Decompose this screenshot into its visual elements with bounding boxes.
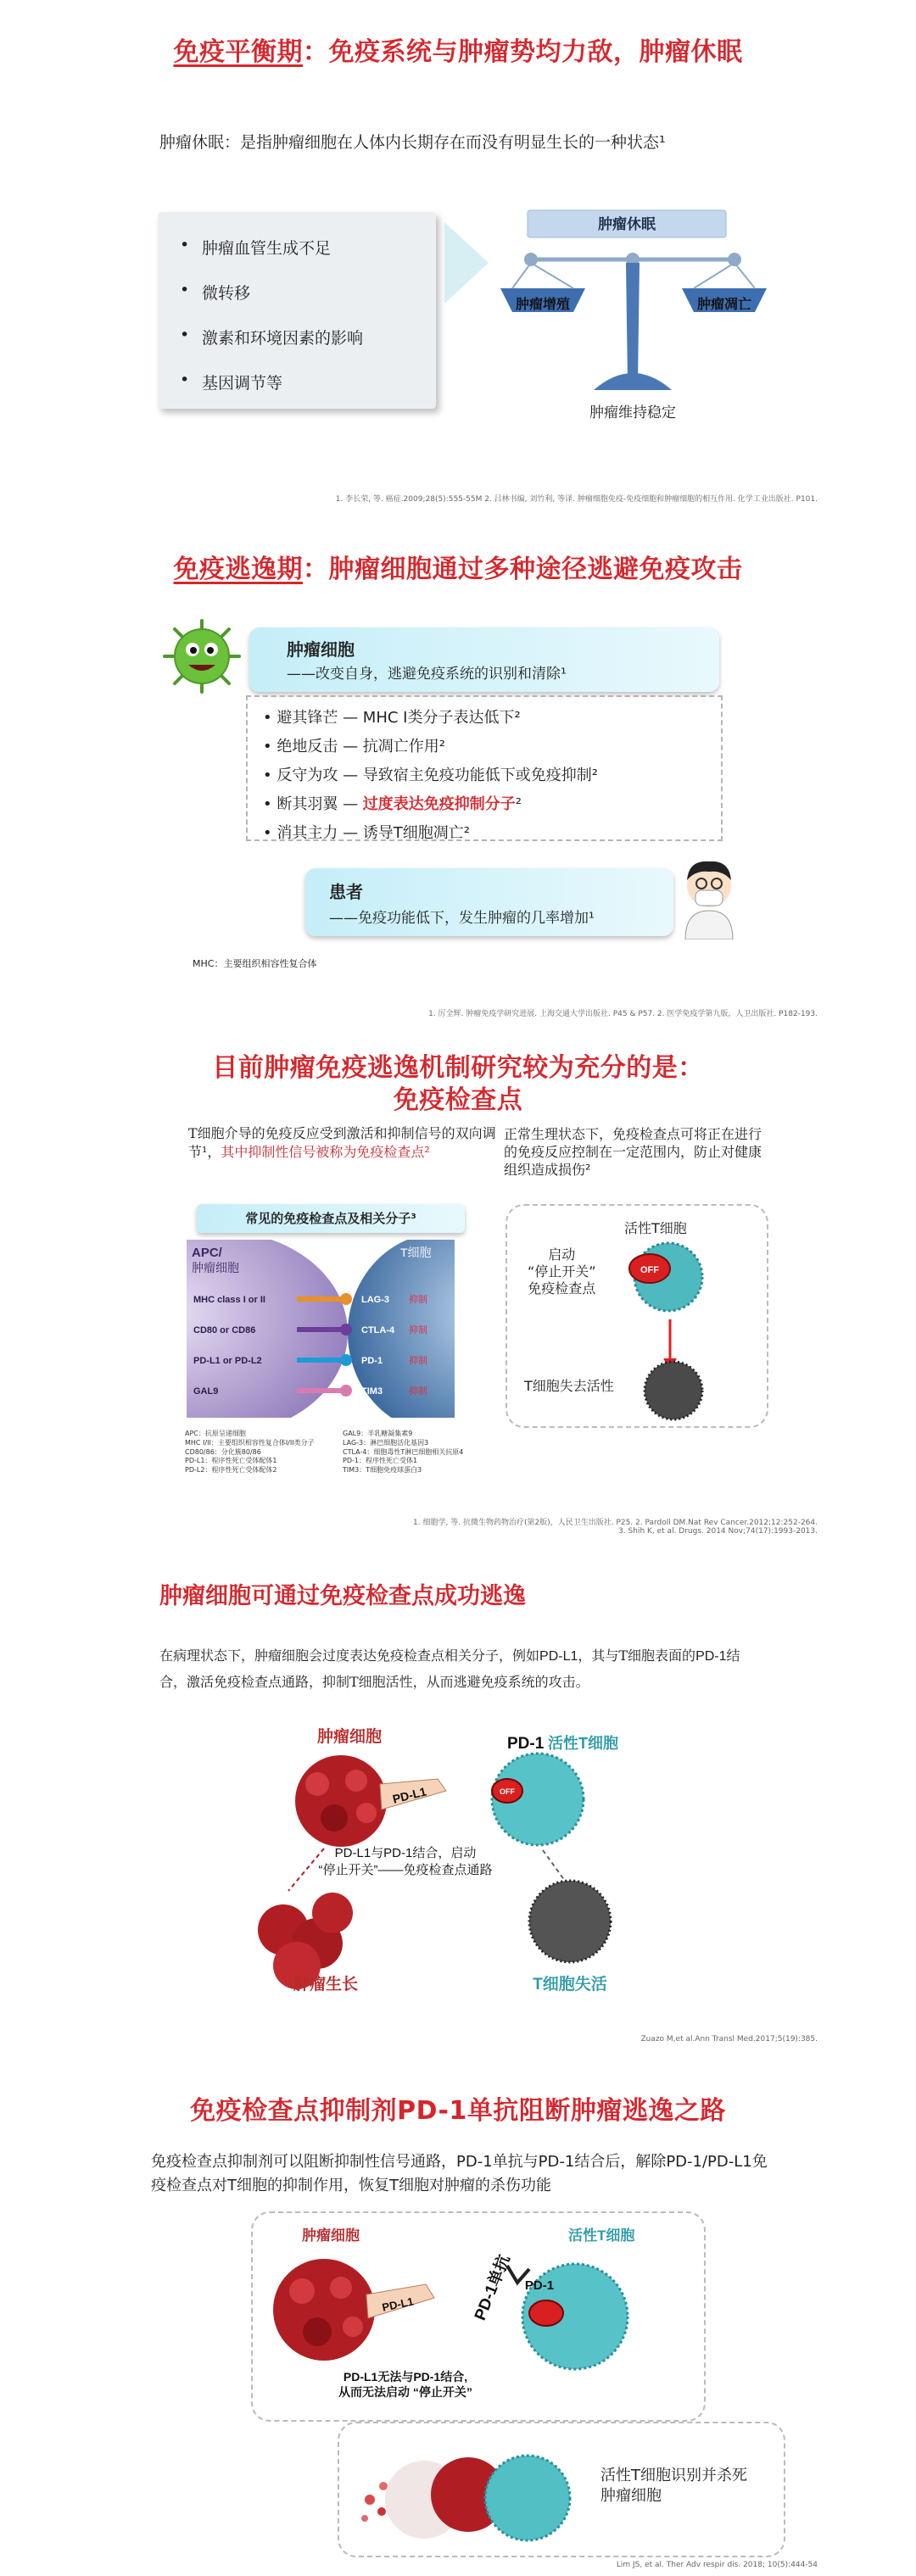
dormancy-definition: 肿瘤休眠：是指肿瘤细胞在人体内长期存在而没有明显生长的一种状态¹: [159, 133, 666, 152]
dormancy-causes-list: [180, 236, 436, 393]
ligand-label: CD80 or CD86: [193, 1325, 256, 1335]
scale-right-label: 肿瘤凋亡: [696, 298, 752, 312]
patient-box: [305, 868, 673, 936]
section4-title: 肿瘤细胞可通过免疫检查点成功逃逸: [159, 1583, 526, 1609]
legend-line: PD-L2：程序性死亡受体配体2: [185, 1466, 277, 1475]
tumor-cell-label: 肿瘤细胞: [316, 1728, 383, 1746]
section5-title: 免疫检查点抑制剂PD-1单抗阻断肿瘤逃逸之路: [190, 2096, 726, 2126]
molecules-title-box: [197, 1204, 465, 1233]
off-button-label: OFF: [640, 1265, 659, 1275]
escape-mechanism-item: • 断其羽翼 — 过度表达免疫抑制分子²: [263, 795, 522, 813]
receptor-knob: [340, 1293, 352, 1305]
antibody-blocking-card: [251, 2211, 706, 2422]
apc-label-line2: 肿瘤细胞: [192, 1261, 239, 1274]
pd1-label: PD-1: [507, 1735, 545, 1753]
receptor-label: TIM3: [361, 1386, 383, 1397]
legend-right: [343, 1430, 504, 1475]
tumor-cell-heading: 肿瘤细胞: [287, 639, 355, 660]
off-badge: OFF: [500, 1787, 515, 1796]
tumor-cell-label: 肿瘤细胞: [302, 2228, 360, 2244]
legend-line: APC：抗原呈递细胞: [185, 1430, 246, 1437]
section3-title-line1: 目前肿瘤免疫逃逸机制研究较为充分的是：: [212, 1053, 704, 1083]
checkpoint-normal-role: 正常生理状态下，免疫检查点可将正在进行的免疫反应控制在一定范围内，防止对健康组织造成损伤²: [504, 1126, 762, 1178]
molecules-title: 常见的免疫检查点及相关分子³: [245, 1211, 416, 1226]
binding-caption-line1: PD-L1与PD-1结合，启动: [334, 1846, 477, 1860]
escape-mechanism-item: • 反守为攻 — 导致宿主免疫功能低下或免疫抑制²: [263, 767, 599, 784]
receptor-label: PD-1: [361, 1356, 383, 1366]
binding-caption-line2: “停止开关”——免疫检查点通路: [318, 1863, 493, 1877]
legend-line: CD80/86：分化簇80/86: [185, 1447, 261, 1456]
active-tcell-label: 活性T细胞: [568, 2228, 635, 2244]
legend-line: MHC I/II：主要组织相容性复合体I/II类分子: [185, 1438, 315, 1447]
blocking-caption-line2: 从而无法启动 “停止开关”: [338, 2385, 472, 2399]
scale-top-label: 肿瘤休眠: [598, 216, 656, 232]
virus-mascot-icon: [159, 617, 244, 695]
legend-left: [185, 1430, 343, 1475]
tumor-kill-card: [338, 2422, 785, 2557]
pd1-label: PD-1: [524, 2278, 555, 2293]
dormancy-causes-box: [158, 212, 436, 409]
legend-line: TIM3：T细胞免疫球蛋白3: [343, 1466, 422, 1475]
antibody-label: PD-1单抗: [471, 2252, 514, 2323]
dormancy-cause-item: • 肿瘤血管生成不足: [180, 236, 332, 258]
mhc-footnote: MHC：主要组织相容性复合体: [193, 958, 317, 969]
inhibit-label: 抑制: [409, 1356, 427, 1366]
inactive-tcell-label: T细胞失去活性: [524, 1378, 614, 1394]
receptor-knob: [340, 1324, 352, 1335]
legend-line: PD-L1：程序性死亡受体配体1: [185, 1457, 277, 1465]
ligand-label: GAL9: [193, 1386, 219, 1397]
patient-heading: 患者: [329, 882, 363, 902]
section3-reference-2: 3. Shih K, et al. Drugs. 2014 Nov;74(17):1993-2013.: [618, 1527, 818, 1536]
tumor-growth-label: 肿瘤生长: [293, 1976, 359, 1993]
legend-line: GAL9：半乳糖凝集素9: [343, 1430, 413, 1437]
inhibit-label: 抑制: [409, 1325, 427, 1335]
balance-scale-illustration: [500, 207, 806, 436]
receptor-knob: [340, 1385, 352, 1397]
escape-mechanism-item: • 消其主力 — 诱导T细胞凋亡²: [263, 824, 470, 842]
section1-references: 1. 李长荣, 等. 癌症.2009;28(5):555-55M 2. 吕林书编, 刘竹利, 等译. 肿瘤细胞免疫-免疫细胞和肿瘤细胞的相互作用. 化学工业出版社. P101.: [335, 495, 818, 504]
escape-mechanisms-list: [263, 705, 721, 843]
inhibit-label: 抑制: [409, 1295, 427, 1305]
checkpoint-intro: T细胞介导的免疫反应受到激活和抑制信号的双向调节¹，其中抑制性信号被称为免疫检查点²: [188, 1125, 496, 1161]
escape-mechanisms-box: [246, 695, 723, 841]
pdl1-label: PD-L1: [381, 2294, 415, 2314]
start-switch-label: 启动 “停止开关” 免疫检查点: [528, 1246, 596, 1296]
patient-subtitle: ——免疫功能低下，发生肿瘤的几率增加¹: [329, 910, 595, 927]
escape-mechanism-item: • 绝地反击 — 抗凋亡作用²: [263, 738, 446, 756]
active-tcell-label: 活性T细胞: [548, 1735, 618, 1752]
legend-line: PD-1：程序性死亡受体1: [343, 1457, 418, 1465]
scale-caption: 肿瘤维持稳定: [589, 404, 676, 421]
arrow-shape: [444, 222, 489, 304]
section5-reference: Lim JS, et al. Ther Adv respir dis. 2018; 10(5):444-54: [616, 2561, 818, 2569]
active-tcell-label: 活性T细胞: [624, 1220, 687, 1236]
section1-title: 免疫平衡期：免疫系统与肿瘤势均力敌，肿瘤休眠: [173, 37, 743, 67]
blocking-caption-line1: PD-L1无法与PD-1结合,: [343, 2370, 468, 2384]
checkpoint-off-card: [505, 1204, 768, 1428]
tcell-label: T细胞: [400, 1246, 432, 1259]
tumor-cell-header-box: [249, 627, 719, 692]
legend-line: LAG-3：淋巴细胞活化基因3: [343, 1438, 429, 1447]
tumor-cell-subtitle: ——改变自身，逃避免疫系统的识别和清除¹: [287, 666, 567, 683]
patient-figure-icon: [679, 855, 740, 940]
section3-reference-1: 1. 细胞学, 等. 抗微生物药物治疗(第2版)，人民卫生出版社. P25. 2. Pardoll DM.Nat Rev Cancer.2012;12:252-264.: [413, 1519, 818, 1527]
inactive-tcell-label: T细胞失活: [533, 1976, 607, 1993]
escape-mechanism-item: • 避其锋芒 — MHC I类分子表达低下²: [263, 709, 521, 727]
section2-title: 免疫逃逸期：肿瘤细胞通过多种途径逃避免疫攻击: [173, 555, 743, 584]
receptor-label: LAG-3: [361, 1295, 389, 1305]
legend-line: CTLA-4：细胞毒性T淋巴细胞相关抗原4: [343, 1447, 464, 1456]
receptor-knob: [340, 1354, 352, 1366]
checkpoint-molecules-diagram: [187, 1240, 455, 1418]
pdl1-label: PD-L1: [391, 1784, 428, 1806]
kill-caption: 活性T细胞识别并杀死 肿瘤细胞: [600, 2467, 747, 2506]
section3-title-line2: 免疫检查点: [393, 1085, 523, 1115]
dormancy-cause-item: • 基因调节等: [180, 371, 283, 393]
dormancy-cause-item: • 激素和环境因素的影响: [180, 326, 364, 348]
scale-left-label: 肿瘤增殖: [515, 298, 571, 312]
pdl1-binding-illustration: [254, 1721, 662, 2001]
section5-body: 免疫检查点抑制剂可以阻断抑制性信号通路，PD-1单抗与PD-1结合后，解除PD-1/PD-L1免疫检查点对T细胞的抑制作用，恢复T细胞对肿瘤的杀伤功能: [151, 2153, 768, 2194]
section4-reference: Zuazo M,et al.Ann Transl Med.2017;5(19):385.: [640, 2035, 818, 2044]
ligand-label: PD-L1 or PD-L2: [193, 1356, 262, 1366]
antibody-blocking-illustration: [253, 2213, 706, 2422]
section2-references: 1. 厉全辉. 肿瘤免疫学研究进展. 上海交通大学出版社. P45 & P57. 2. 医学免疫学第九版，人卫出版社. P182-193.: [428, 1010, 818, 1018]
inhibit-label: 抑制: [409, 1386, 427, 1397]
apc-label-line1: APC/: [192, 1246, 222, 1260]
section4-body: 在病理状态下，肿瘤细胞会过度表达免疫检查点相关分子，例如PD-L1，其与T细胞表面的PD-1结合，激活免疫检查点通路，抑制T细胞活性，从而逃避免疫系统的攻击。: [159, 1648, 740, 1691]
dormancy-cause-item: • 微转移: [180, 281, 251, 303]
ligand-label: MHC class I or II: [193, 1295, 265, 1305]
receptor-label: CTLA-4: [361, 1325, 395, 1335]
